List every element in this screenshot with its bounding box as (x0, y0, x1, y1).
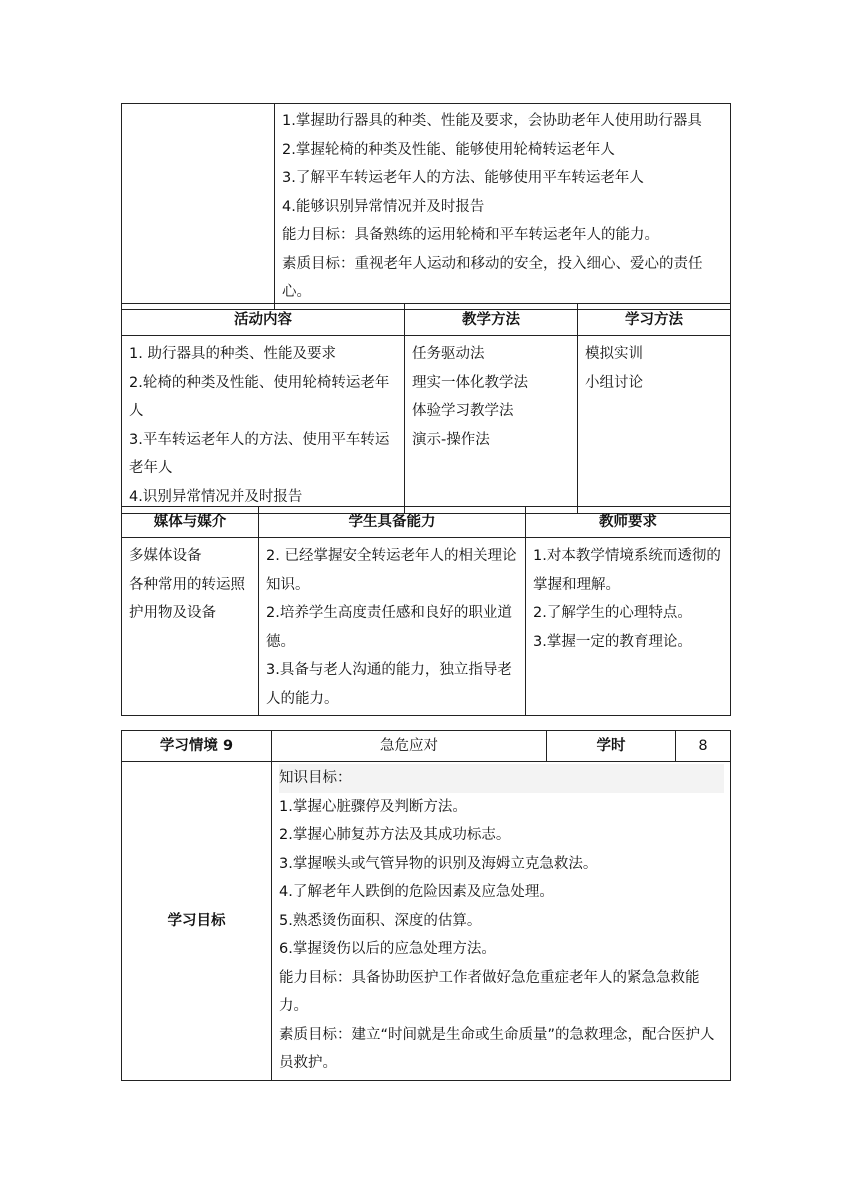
header-media: 媒体与媒介 (122, 507, 259, 538)
objective-line: 1.掌握助行器具的种类、性能及要求，会协助老年人使用助行器具 (282, 113, 702, 129)
ability-item: 2.培养学生高度责任感和良好的职业道德。 (266, 605, 512, 650)
activity-item: 2.轮椅的种类及性能、使用轮椅转运老年人 (129, 374, 390, 419)
learning-method-cell (578, 336, 731, 514)
objective-line: 能力目标：具备熟练的运用轮椅和平车转运老年人的能力。 (282, 227, 659, 243)
situation-name: 急危应对 (272, 731, 547, 762)
header-teaching-method: 教学方法 (405, 304, 578, 336)
activity-content-cell (122, 336, 405, 514)
learning-item: 模拟实训 (585, 346, 643, 362)
method-item: 演示-操作法 (412, 431, 490, 448)
ability-item: 2. 已经掌握安全转运老年人的相关理论知识。 (266, 548, 517, 593)
media-cell (122, 538, 259, 716)
goal-line: 1.掌握心脏骤停及判断方法。 (279, 798, 467, 815)
situation-9-table (121, 730, 731, 1081)
empty-label-cell (122, 104, 275, 310)
student-abilities-cell (259, 538, 526, 716)
learning-goal-cell (272, 762, 731, 1081)
objective-line: 素质目标：重视老年人运动和移动的安全，投入细心、爱心的责任心。 (282, 255, 703, 300)
teaching-method-cell (405, 336, 578, 514)
objective-line: 2.掌握轮椅的种类及性能、能够使用轮椅转运老年人 (282, 141, 615, 158)
header-activity-content: 活动内容 (122, 304, 405, 336)
header-teacher-requirements: 教师要求 (526, 507, 731, 538)
ability-item: 3.具备与老人沟通的能力，独立指导老人的能力。 (266, 662, 512, 707)
goal-line: 5.熟悉烫伤面积、深度的估算。 (279, 912, 482, 929)
goal-line: 2.掌握心肺复苏方法及其成功标志。 (279, 827, 511, 843)
teacher-item: 2.了解学生的心理特点。 (533, 605, 692, 621)
method-item: 体验学习教学法 (412, 403, 514, 419)
hours-label: 学时 (547, 731, 676, 762)
activity-item: 4.识别异常情况并及时报告 (129, 488, 303, 505)
goal-line: 3.掌握喉头或气管异物的识别及海姆立克急救法。 (279, 855, 598, 872)
activity-item: 1. 助行器具的种类、性能及要求 (129, 346, 336, 362)
resources-table (121, 506, 731, 716)
goal-line: 知识目标： (279, 764, 724, 793)
media-item: 各种常用的转运照护用物及设备 (129, 576, 245, 621)
objective-line: 3.了解平车转运老年人的方法、能够使用平车转运老年人 (282, 170, 644, 186)
header-student-abilities: 学生具备能力 (259, 507, 526, 538)
objectives-cell (275, 104, 731, 310)
teacher-item: 1.对本教学情境系统而透彻的掌握和理解。 (533, 548, 721, 593)
method-item: 任务驱动法 (412, 346, 485, 362)
goal-line: 6.掌握烫伤以后的应急处理方法。 (279, 941, 496, 957)
goal-line: 4.了解老年人跌倒的危险因素及应急处理。 (279, 884, 554, 900)
situation-label: 学习情境 9 (122, 731, 272, 762)
learning-goal-label: 学习目标 (122, 762, 272, 1081)
teacher-requirements-cell (526, 538, 731, 716)
method-item: 理实一体化教学法 (412, 374, 528, 391)
goal-line: 能力目标：具备协助医护工作者做好急危重症老年人的紧急急救能力。 (279, 969, 700, 1014)
teacher-item: 3.掌握一定的教育理论。 (533, 633, 692, 650)
goal-line: 素质目标：建立“时间就是生命或生命质量”的急救理念，配合医护人员救护。 (279, 1026, 715, 1071)
hours-value: 8 (676, 731, 731, 762)
media-item: 多媒体设备 (129, 548, 202, 564)
learning-item: 小组讨论 (585, 374, 643, 391)
activities-table (121, 303, 731, 514)
objective-line: 4.能够识别异常情况并及时报告 (282, 198, 485, 215)
objectives-table-1 (121, 103, 731, 310)
header-learning-method: 学习方法 (578, 304, 731, 336)
activity-item: 3.平车转运老年人的方法、使用平车转运老年人 (129, 431, 390, 476)
